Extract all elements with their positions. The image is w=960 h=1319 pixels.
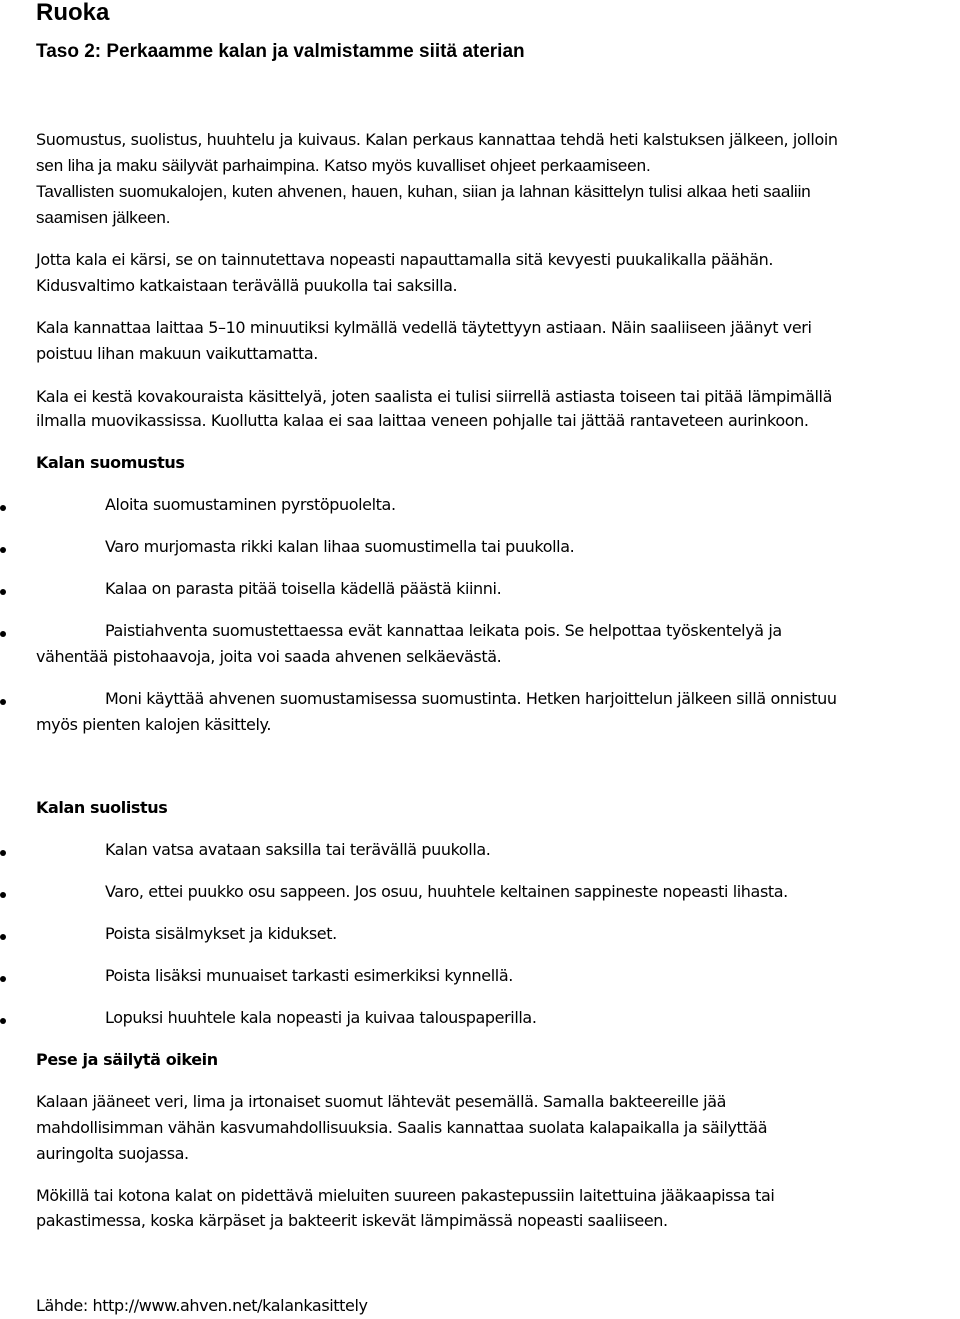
bullet-icon — [0, 505, 6, 511]
intro-line: Tavallisten suomukalojen, kuten ahvenen, hauen, kuhan, siian ja lahnan käsittelyn tulisi alkaa heti saaliin — [36, 182, 811, 201]
paragraph-line: Kala ei kestä kovakouraista käsittelyä, joten saalista ei tulisi siirrellä astiasta toiseen tai pitää lämpimällä — [36, 387, 832, 406]
list-item-text: Varo, ettei puukko osu sappeen. Jos osuu, huuhtele keltainen sappineste nopeasti lihasta. — [105, 882, 788, 901]
paragraph-line: Kidusvaltimo katkaistaan terävällä puukolla tai saksilla. — [36, 276, 458, 295]
paragraph-line: Kala kannattaa laittaa 5–10 minuutiksi kylmällä vedellä täytettyyn astiaan. Näin saaliiseen jäänyt veri — [36, 318, 812, 337]
intro-line: saamisen jälkeen. — [36, 208, 171, 227]
page-subtitle: Taso 2: Perkaamme kalan ja valmistamme siitä aterian — [36, 41, 525, 62]
list-item-text: Varo murjomasta rikki kalan lihaa suomustimella tai puukolla. — [105, 537, 575, 556]
bullet-icon — [0, 631, 6, 637]
list-item-text: Kalaa on parasta pitää toisella kädellä päästä kiinni. — [105, 579, 502, 598]
list-item-text: Kalan vatsa avataan saksilla tai terävällä puukolla. — [105, 840, 491, 859]
bullet-icon — [0, 589, 6, 595]
paragraph-line: poistuu lihan makuun vaikuttamatta. — [36, 344, 318, 363]
list-item-text: vähentää pistohaavoja, joita voi saada ahvenen selkäevästä. — [36, 647, 502, 666]
list-item-text: Moni käyttää ahvenen suomustamisessa suomustinta. Hetken harjoittelun jälkeen sillä onnistuu — [105, 689, 837, 708]
paragraph-line: Jotta kala ei kärsi, se on tainnutettava nopeasti napauttamalla sitä kevyesti puukalikalla päähän. — [36, 250, 774, 269]
bullet-icon — [0, 547, 6, 553]
intro-line: sen liha ja maku säilyvät parhaimpina. Katso myös kuvalliset ohjeet perkaamiseen. — [36, 156, 651, 175]
paragraph-line: ilmalla muovikassissa. Kuollutta kalaa ei saa laittaa veneen pohjalle tai jättää rantaveteen aurinkoon. — [36, 411, 809, 430]
bullet-icon — [0, 976, 6, 982]
paragraph-line: Kalaan jääneet veri, lima ja irtonaiset suomut lähtevät pesemällä. Samalla bakteereille jää — [36, 1092, 727, 1111]
bullet-icon — [0, 892, 6, 898]
bullet-icon — [0, 934, 6, 940]
page-title: Ruoka — [36, 0, 110, 26]
list-item-text: Poista sisälmykset ja kidukset. — [105, 924, 337, 943]
intro-line: Suomustus, suolistus, huuhtelu ja kuivaus. Kalan perkaus kannattaa tehdä heti kalstuksen jälkeen, jolloin — [36, 130, 838, 149]
list-item-text: myös pienten kalojen käsittely. — [36, 715, 272, 734]
list-item-text: Paistiahventa suomustettaessa evät kannattaa leikata pois. Se helpottaa työskentelyä ja — [105, 621, 782, 640]
paragraph-line: mahdollisimman vähän kasvumahdollisuuksia. Saalis kannattaa suolata kalapaikalla ja säilyttää — [36, 1118, 768, 1137]
list-item-text: Lopuksi huuhtele kala nopeasti ja kuivaa talouspaperilla. — [105, 1008, 537, 1027]
list-item-text: Aloita suomustaminen pyrstöpuolelta. — [105, 495, 396, 514]
section-heading-suolistus: Kalan suolistus — [36, 798, 168, 817]
section-heading-pese: Pese ja säilytä oikein — [36, 1050, 218, 1069]
source-citation: Lähde: http://www.ahven.net/kalankasittely — [36, 1296, 368, 1315]
bullet-icon — [0, 699, 6, 705]
section-heading-suomustus: Kalan suomustus — [36, 453, 185, 472]
list-item-text: Poista lisäksi munuaiset tarkasti esimerkiksi kynnellä. — [105, 966, 513, 985]
bullet-icon — [0, 1018, 6, 1024]
bullet-icon — [0, 850, 6, 856]
paragraph-line: auringolta suojassa. — [36, 1144, 189, 1163]
paragraph-line: pakastimessa, koska kärpäset ja bakteerit iskevät lämpimässä nopeasti saaliiseen. — [36, 1211, 668, 1230]
paragraph-line: Mökillä tai kotona kalat on pidettävä mieluiten suureen pakastepussiin laitettuina jääkaapissa tai — [36, 1186, 775, 1205]
